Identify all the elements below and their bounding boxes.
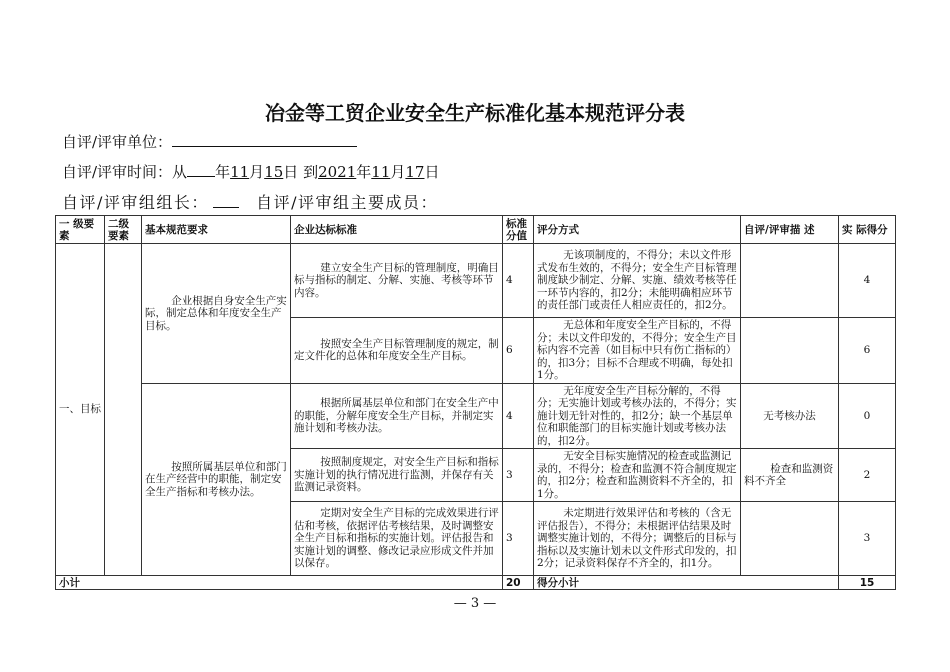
time-line: [62, 161, 440, 182]
actual-cell: 2: [839, 449, 896, 502]
desc-cell: [741, 244, 839, 318]
subtotal-actual: 15: [839, 576, 896, 590]
score-table: [55, 215, 896, 590]
team-line: [62, 190, 438, 213]
method-cell: 无安全目标实施情况的检查或监测记录的，不得分；检查和监测不符合制度规定的，扣2分；检查和监测资料不齐全的，扣1分。: [534, 449, 741, 502]
method-cell: 未定期进行效果评估和考核的（含无评估报告），不得分；未根据评估结果及时调整实施计划的，不得分；调整后的目标与指标以及实施计划未以文件形式印发的，扣2分；记录资料保存不齐全的，扣1分。: [534, 502, 741, 576]
unit-field: [172, 132, 357, 147]
col-level1: 一 级要素: [56, 216, 105, 244]
t: 月: [390, 163, 406, 181]
table-row: [56, 383, 896, 449]
table-row: [56, 244, 896, 318]
subtotal-total: 20: [503, 576, 534, 590]
year-from: [187, 162, 215, 177]
subtotal-label: 小计: [56, 576, 503, 590]
actual-cell: 6: [839, 318, 896, 384]
day-to: 17: [405, 163, 425, 181]
col-level2: 二级要素: [105, 216, 142, 244]
leader-field: [213, 193, 239, 208]
method-cell: 无该项制度的，不得分；未以文件形式发布生效的，不得分；安全生产目标管理制度缺少制定、分解、实施、绩效考核等任一环节内容的，扣2分；未能明确相应环节的责任部门或责任人相应责任的，扣2分。: [534, 244, 741, 318]
t: 年: [356, 163, 372, 181]
desc-cell: [741, 318, 839, 384]
col-score: 标准分值: [503, 216, 534, 244]
score-cell: 4: [503, 383, 534, 449]
day-from: 15: [264, 163, 284, 181]
unit-line: [62, 131, 357, 152]
score-cell: 3: [503, 502, 534, 576]
actual-cell: 0: [839, 383, 896, 449]
score-cell: 3: [503, 449, 534, 502]
method-cell: 无年度安全生产目标分解的，不得分；无实施计划或考核办法的，不得分；实施计划无针对性的，扣2分；缺一个基层单位和职能部门的目标实施计划或考核办法的，扣2分。: [534, 383, 741, 449]
actual-cell: 3: [839, 502, 896, 576]
desc-cell: 检查和监测资料不齐全: [741, 449, 839, 502]
year-to: 2021: [318, 163, 357, 181]
method-cell: 无总体和年度安全生产目标的，不得分；未以文件印发的，不得分；安全生产目标内容不完善（如目标中只有伤亡指标的）的，扣3分；目标不合理或不明确，每处扣1分。: [534, 318, 741, 384]
standard-cell: 定期对安全生产目标的完成效果进行评估和考核，依据评估考核结果，及时调整安全生产目标和指标的实施计划。评估报告和实施计划的调整、修改记录应形成文件并加以保存。: [291, 502, 503, 576]
page-number: — 3 —: [453, 596, 497, 611]
requirement-cell: 按照所属基层单位和部门在生产经营中的职能，制定安全生产指标和考核办法。: [142, 383, 291, 576]
col-actual: 实 际得分: [839, 216, 896, 244]
col-requirement: 基本规范要求: [142, 216, 291, 244]
desc-cell: 无考核办法: [741, 383, 839, 449]
unit-label: 自评/评审单位：: [62, 133, 173, 151]
standard-cell: 根据所属基层单位和部门在安全生产中的职能，分解年度安全生产目标，并制定实施计划和考核办法。: [291, 383, 503, 449]
leader-label: 自评/评审组组长：: [62, 193, 209, 212]
standard-cell: 按照制度规定，对安全生产目标和指标实施计划的执行情况进行监测，并保存有关监测记录资料。: [291, 449, 503, 502]
standard-cell: 建立安全生产目标的管理制度，明确目标与指标的制定、分解、实施、考核等环节内容。: [291, 244, 503, 318]
header-row: [56, 216, 896, 244]
score-cell: 4: [503, 244, 534, 318]
level1-cell: 一、目标: [56, 244, 105, 576]
col-standard: 企业达标标准: [291, 216, 503, 244]
t: 到: [298, 163, 319, 181]
t: 月: [249, 163, 265, 181]
requirement-cell: 企业根据自身安全生产实际，制定总体和年度安全生产目标。: [142, 244, 291, 384]
actual-cell: 4: [839, 244, 896, 318]
members-label: 自评/评审组主要成员：: [256, 193, 438, 212]
t: 年: [215, 163, 231, 181]
level2-cell: [105, 244, 142, 576]
desc-cell: [741, 502, 839, 576]
t: 日: [283, 163, 299, 181]
t: 日: [424, 163, 440, 181]
month-to: 11: [371, 163, 391, 181]
col-desc: 自评/评审描 述: [741, 216, 839, 244]
time-label: 自评/评审时间：从: [62, 163, 188, 181]
score-cell: 6: [503, 318, 534, 384]
standard-cell: 按照安全生产目标管理制度的规定，制定文件化的总体和年度安全生产目标。: [291, 318, 503, 384]
subtotal-row: [56, 576, 896, 590]
month-from: 11: [230, 163, 250, 181]
subtotal-score-label: 得分小计: [534, 576, 839, 590]
page-title: 冶金等工贸企业安全生产标准化基本规范评分表: [265, 101, 685, 125]
col-method: 评分方式: [534, 216, 741, 244]
